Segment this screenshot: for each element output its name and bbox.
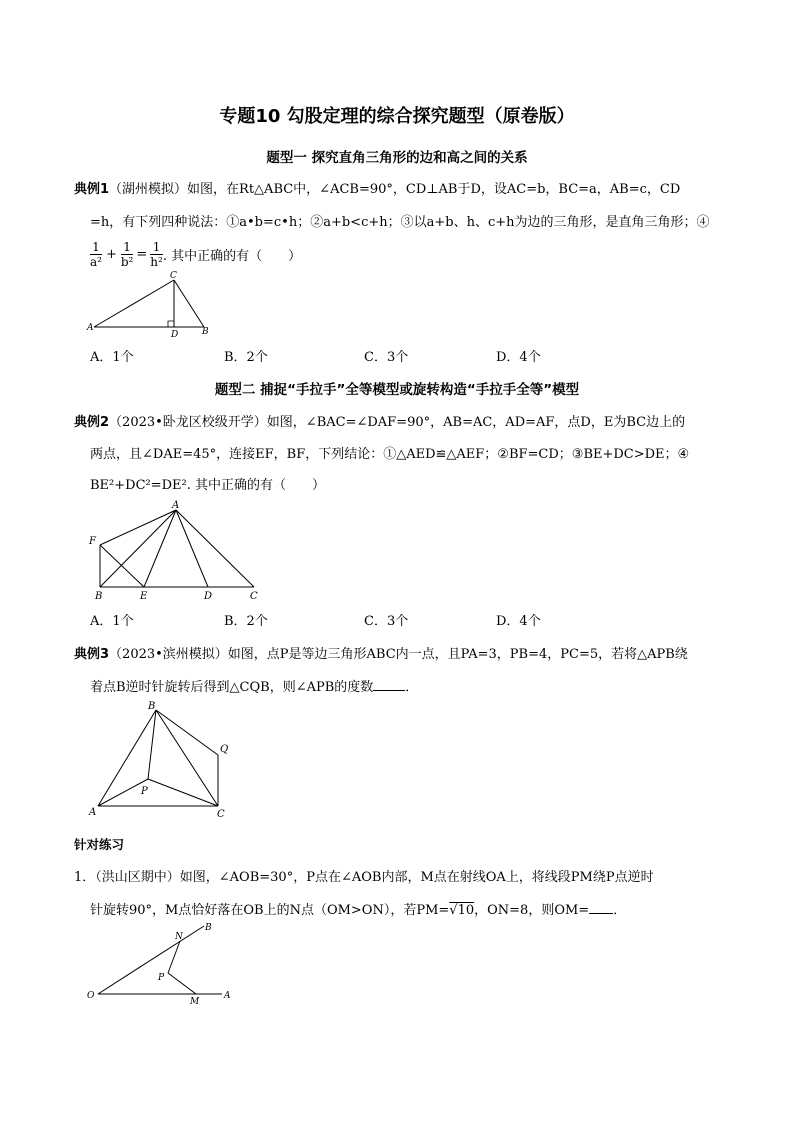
example-3-text-end: ． [405,680,419,695]
example-3-label: 典例3 [74,647,110,662]
label-c: C [217,809,225,820]
section-heading-1: 题型一 探究直角三角形的边和高之间的关系 [266,150,528,166]
label-e: E [140,591,148,602]
label-a: A [224,991,231,1001]
label-d: D [171,330,179,340]
label-a: A [172,500,180,511]
practice-1-line-1 [74,866,654,885]
label-n: N [175,932,183,942]
label-o: O [87,991,95,1001]
example-1-line-1 [74,178,680,197]
label-b: B [205,923,212,933]
segment-bq [156,710,218,755]
section-heading-2: 题型二 捕捉“手拉手”全等模型或旋转构造“手拉手全等”模型 [214,382,580,398]
page-title: 专题10 勾股定理的综合探究题型（原卷版） [219,106,575,127]
label-b: B [95,591,103,602]
example-2-label: 典例2 [74,415,110,430]
example-1-text-1: （湖州模拟）如图，在Rt△ABC中，∠ACB=90°，CD⊥AB于D，设AC=b，BC=a，AB=c，CD [109,182,681,197]
label-p: P [158,973,165,983]
example-2-line-2: 两点，且∠DAE=45°，连接EF，BF，下列结论：①△AED≌△AEF；②BF=CD；③BE+DC>DE；④ [90,447,690,462]
ray-ob [98,926,204,994]
figure-right-triangle [84,270,214,340]
example-2-choice-a: A．1个 [90,614,134,629]
example-2-text-1: （2023•卧龙区校级开学）如图，∠BAC=∠DAF=90°，AB=AC，AD=AF，点D，E为BC边上的 [109,415,686,430]
label-p: P [141,786,148,797]
example-1-choice-c: C．3个 [364,350,409,365]
label-q: Q [220,744,229,755]
example-2-choice-d: D．4个 [496,614,541,629]
plus-sign: + [105,246,117,262]
example-2-line-3: BE²+DC²=DE². 其中正确的有（ ） [90,478,326,493]
fraction-1-over-a2: $\frac{1}{\text{a²}}$ [90,239,102,269]
label-f: F [89,536,96,547]
right-angle-mark [168,321,174,327]
example-1-line-3 [90,236,301,272]
segment-pm [168,973,196,994]
example-1-line-2: =h，有下列四种说法：①a•b=c•h；②a+b<c+h；③以a+b、h、c+h为边的三角形，是直角三角形；④ [90,215,710,230]
practice-1-text-1: （洪山区期中）如图，∠AOB=30°，P点在∠AOB内部，M点在射线OA上，将线段PM绕P点逆时 [95,870,654,885]
example-1-choice-d: D．4个 [496,350,541,365]
segment-bc [156,710,218,806]
fraction-1-over-h2: $\frac{1}{\text{h²}}$ [150,239,163,269]
practice-1-number: 1． [74,870,96,885]
segment-ac [176,510,254,587]
example-3-line-2 [90,676,418,695]
example-3-line-1 [74,643,688,662]
label-a: A [87,323,94,333]
label-d: D [204,591,213,602]
figure-equilateral-rotation [86,700,236,820]
label-c: C [250,591,258,602]
figure-angle-rotation [86,918,246,1006]
example-2-choice-c: C．3个 [364,614,409,629]
segment-ae [144,510,176,587]
example-1-tail: . 其中正确的有（ ） [162,248,302,264]
sqrt-10: √10 [449,903,475,918]
label-b: B [202,327,209,337]
example-3-text-1: （2023•滨州模拟）如图，点P是等边三角形ABC内一点，且PA=3，PB=4，PC=5，若将△APB绕 [109,647,688,662]
practice-1-text-2a: 针旋转90°，M点恰好落在OB上的N点（OM>ON），若PM= [90,903,450,918]
practice-1-text-end: ． [613,903,627,918]
segment-af [100,510,176,545]
practice-1-text-2b: ，ON=8，则OM= [474,903,590,918]
equals-sign: = [136,246,148,262]
example-2-line-1 [74,411,685,430]
example-1-label: 典例1 [74,182,110,197]
segment-ad [176,510,208,587]
label-b: B [148,701,156,712]
practice-1-line-2 [90,899,626,918]
fraction-1-over-b2: $\frac{1}{\text{b²}}$ [120,239,134,269]
answer-blank [373,678,405,691]
label-m: M [190,997,200,1006]
segment-ab [100,510,176,587]
practice-heading: 针对练习 [74,837,125,852]
segment-bc [174,280,204,327]
example-1-choice-b: B．2个 [224,350,268,365]
example-2-choice-b: B．2个 [224,614,268,629]
segment-pc [148,779,218,806]
answer-blank-om [589,901,613,914]
example-3-text-2: 着点B逆时针旋转后得到△CQB，则∠APB的度数 [90,680,374,695]
example-1-choice-a: A．1个 [90,350,134,365]
label-c: C [170,271,177,281]
segment-ac [94,280,174,327]
label-a: A [89,807,97,818]
figure-hand-in-hand [86,498,271,606]
